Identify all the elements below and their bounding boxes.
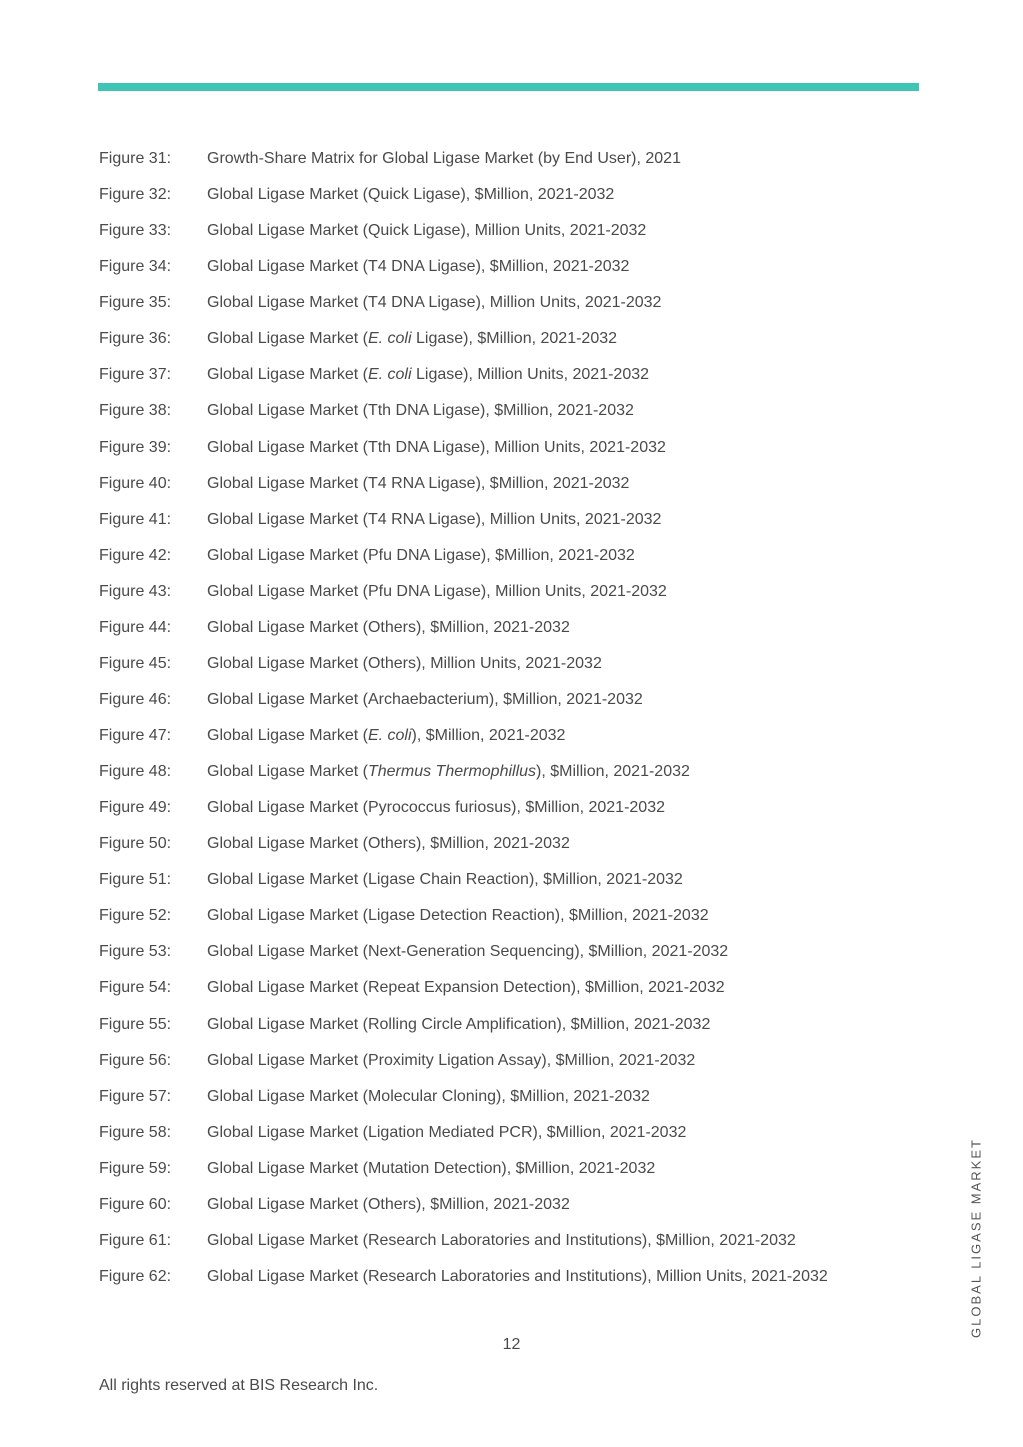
figure-title-text: Global Ligase Market (Proximity Ligation Assay), $Million, 2021-2032: [207, 1051, 696, 1069]
figure-list-item: [99, 796, 919, 832]
footer-copyright: All rights reserved at BIS Research Inc.: [99, 1377, 379, 1394]
figure-number: Figure 51:: [99, 871, 172, 889]
figure-list-item: [99, 1157, 919, 1193]
figure-title-text: ), $Million, 2021-2032: [536, 763, 690, 781]
figure-number: Figure 44:: [99, 618, 172, 636]
figure-title: [207, 1229, 919, 1265]
figure-title-italic: E. coli: [367, 727, 412, 744]
figure-title-text: Global Ligase Market (: [207, 330, 368, 348]
figure-title: [207, 183, 919, 219]
figure-title: [207, 544, 919, 580]
figure-list-item: [99, 399, 919, 435]
figure-title: [207, 940, 919, 976]
figure-number: Figure 59:: [99, 1159, 172, 1177]
figure-title-text: Global Ligase Market (: [207, 763, 368, 781]
figure-title: [207, 399, 919, 435]
figure-title: [207, 436, 919, 472]
figure-list-item: [99, 616, 919, 652]
figure-title-text: Global Ligase Market (Others), $Million, 2021-2032: [207, 1195, 570, 1213]
figure-title-text: Global Ligase Market (Tth DNA Ligase), $Million, 2021-2032: [207, 402, 634, 420]
figure-list-item: [99, 652, 919, 688]
figure-title-text: Global Ligase Market (T4 RNA Ligase), $Million, 2021-2032: [207, 474, 630, 492]
figure-list-item: [99, 1013, 919, 1049]
figure-title: [207, 1085, 919, 1121]
figure-list-item: [99, 508, 919, 544]
figure-title: [207, 1049, 919, 1085]
figure-number: Figure 55:: [99, 1015, 172, 1033]
figure-title: [207, 616, 919, 652]
figure-number: Figure 48:: [99, 763, 172, 781]
figure-title: [207, 1193, 919, 1229]
figure-number: Figure 33:: [99, 222, 172, 240]
figure-title-text: Global Ligase Market (Tth DNA Ligase), Million Units, 2021-2032: [207, 438, 666, 456]
figure-number: Figure 42:: [99, 546, 172, 564]
figure-title-text: Ligase), Million Units, 2021-2032: [411, 366, 650, 384]
figure-list-item: [99, 472, 919, 508]
figure-number: Figure 56:: [99, 1051, 172, 1069]
figure-title-text: Global Ligase Market (Archaebacterium), $Million, 2021-2032: [207, 690, 643, 708]
figure-list-item: [99, 760, 919, 796]
figure-number: Figure 50:: [99, 835, 172, 853]
figure-title-text: ), $Million, 2021-2032: [411, 727, 566, 744]
figure-title-text: Global Ligase Market (Repeat Expansion Detection), $Million, 2021-2032: [207, 979, 725, 997]
figure-number: Figure 39:: [99, 438, 172, 456]
figure-title-text: Global Ligase Market (Others), Million Units, 2021-2032: [207, 654, 602, 672]
figure-title: [207, 1121, 919, 1157]
figure-title-italic: E. coli: [367, 330, 412, 348]
figure-title-text: Global Ligase Market (: [207, 727, 368, 744]
page-number: 12: [502, 1336, 521, 1353]
figure-number: Figure 43:: [99, 582, 172, 600]
figure-number: Figure 36:: [99, 330, 172, 348]
figure-title: [207, 291, 919, 327]
figure-title-italic: Thermus Thermophillus: [367, 763, 537, 781]
figure-number: Figure 62:: [99, 1267, 172, 1285]
figure-title: [207, 724, 919, 760]
figure-list-item: [99, 1229, 919, 1265]
figure-list-item: [99, 688, 919, 724]
figure-number: Figure 34:: [99, 258, 172, 276]
figure-list-item: [99, 1049, 919, 1085]
figure-title-text: Global Ligase Market (Quick Ligase), Million Units, 2021-2032: [207, 222, 647, 240]
figure-list-item: [99, 327, 919, 363]
figure-title: [207, 327, 919, 363]
figure-number: Figure 57:: [99, 1087, 172, 1105]
figure-title-text: Global Ligase Market (Research Laboratories and Institutions), $Million, 2021-2032: [207, 1231, 796, 1249]
figure-title-text: Global Ligase Market (Molecular Cloning), $Million, 2021-2032: [207, 1087, 650, 1105]
figure-title: [207, 976, 919, 1012]
figure-number: Figure 52:: [99, 907, 172, 925]
figure-list-item: [99, 147, 919, 183]
figure-title-text: Global Ligase Market (Pfu DNA Ligase), Million Units, 2021-2032: [207, 582, 667, 600]
figure-title: [207, 219, 919, 255]
figure-title-italic: E. coli: [367, 366, 412, 384]
figure-title-text: Global Ligase Market (Next-Generation Sequencing), $Million, 2021-2032: [207, 943, 729, 961]
figure-number: Figure 32:: [99, 186, 172, 204]
figure-title: [207, 904, 919, 940]
figure-title: [207, 760, 919, 796]
figure-list-item: [99, 1085, 919, 1121]
figure-title-text: Global Ligase Market (Ligase Chain Reaction), $Million, 2021-2032: [207, 871, 683, 889]
figure-number: Figure 45:: [99, 654, 172, 672]
figure-title-text: Global Ligase Market (Quick Ligase), $Million, 2021-2032: [207, 186, 615, 204]
list-of-figures: [99, 147, 919, 1301]
figure-list-item: [99, 580, 919, 616]
figure-title: [207, 1013, 919, 1049]
figure-title: [207, 363, 919, 399]
figure-title: [207, 868, 919, 904]
figure-number: Figure 60:: [99, 1195, 172, 1213]
figure-title: [207, 652, 919, 688]
figure-title-text: Global Ligase Market (Ligase Detection Reaction), $Million, 2021-2032: [207, 907, 709, 925]
figure-title: [207, 255, 919, 291]
figure-title: [207, 147, 919, 183]
figure-list-item: [99, 1121, 919, 1157]
figure-number: Figure 35:: [99, 294, 172, 312]
figure-list-item: [99, 976, 919, 1012]
figure-list-item: [99, 1193, 919, 1229]
figure-number: Figure 41:: [99, 510, 172, 528]
figure-list-item: [99, 940, 919, 976]
figure-title-text: Global Ligase Market (T4 DNA Ligase), Million Units, 2021-2032: [207, 294, 662, 312]
figure-title-text: Global Ligase Market (T4 RNA Ligase), Million Units, 2021-2032: [207, 510, 662, 528]
figure-list-item: [99, 291, 919, 327]
figure-number: Figure 49:: [99, 799, 172, 817]
figure-number: Figure 61:: [99, 1231, 172, 1249]
figure-list-item: [99, 544, 919, 580]
figure-title: [207, 1265, 919, 1301]
figure-title: [207, 508, 919, 544]
header-accent-rule: [98, 83, 919, 91]
figure-title-text: Global Ligase Market (T4 DNA Ligase), $Million, 2021-2032: [207, 258, 630, 276]
figure-number: Figure 58:: [99, 1123, 172, 1141]
figure-title-text: Global Ligase Market (Research Laboratories and Institutions), Million Units, 2021-2032: [207, 1267, 828, 1285]
figure-number: Figure 31:: [99, 150, 172, 167]
figure-title: [207, 832, 919, 868]
figure-title-text: Global Ligase Market (Mutation Detection), $Million, 2021-2032: [207, 1159, 656, 1177]
figure-list-item: [99, 183, 919, 219]
figure-title-text: Global Ligase Market (Pyrococcus furiosus), $Million, 2021-2032: [207, 799, 665, 817]
figure-number: Figure 54:: [99, 979, 172, 997]
figure-list-item: [99, 724, 919, 760]
figure-title-text: Global Ligase Market (Ligation Mediated PCR), $Million, 2021-2032: [207, 1123, 687, 1141]
side-label-text: GLOBAL LIGASE MARKET: [968, 1138, 984, 1338]
figure-number: Figure 40:: [99, 474, 172, 492]
figure-number: Figure 47:: [99, 727, 172, 744]
figure-title-text: Global Ligase Market (: [207, 366, 368, 384]
figure-number: Figure 53:: [99, 943, 172, 961]
figure-title: [207, 472, 919, 508]
figure-list-item: [99, 832, 919, 868]
figure-title: [207, 580, 919, 616]
figure-list-item: [99, 868, 919, 904]
figure-list-item: [99, 1265, 919, 1301]
figure-title: [207, 796, 919, 832]
figure-number: Figure 46:: [99, 690, 172, 708]
figure-title-text: Growth-Share Matrix for Global Ligase Market (by End User), 2021: [207, 150, 681, 167]
figure-number: Figure 37:: [99, 366, 172, 384]
figure-number: Figure 38:: [99, 402, 172, 420]
figure-list-item: [99, 436, 919, 472]
figure-title-text: Global Ligase Market (Others), $Million, 2021-2032: [207, 618, 570, 636]
figure-title-text: Global Ligase Market (Pfu DNA Ligase), $Million, 2021-2032: [207, 546, 635, 564]
figure-title-text: Ligase), $Million, 2021-2032: [411, 330, 618, 348]
figure-title: [207, 688, 919, 724]
figure-title-text: Global Ligase Market (Others), $Million, 2021-2032: [207, 835, 570, 853]
figure-title-text: Global Ligase Market (Rolling Circle Amplification), $Million, 2021-2032: [207, 1015, 711, 1033]
figure-title: [207, 1157, 919, 1193]
figure-list-item: [99, 363, 919, 399]
figure-list-item: [99, 219, 919, 255]
figure-list-item: [99, 255, 919, 291]
figure-list-item: [99, 904, 919, 940]
